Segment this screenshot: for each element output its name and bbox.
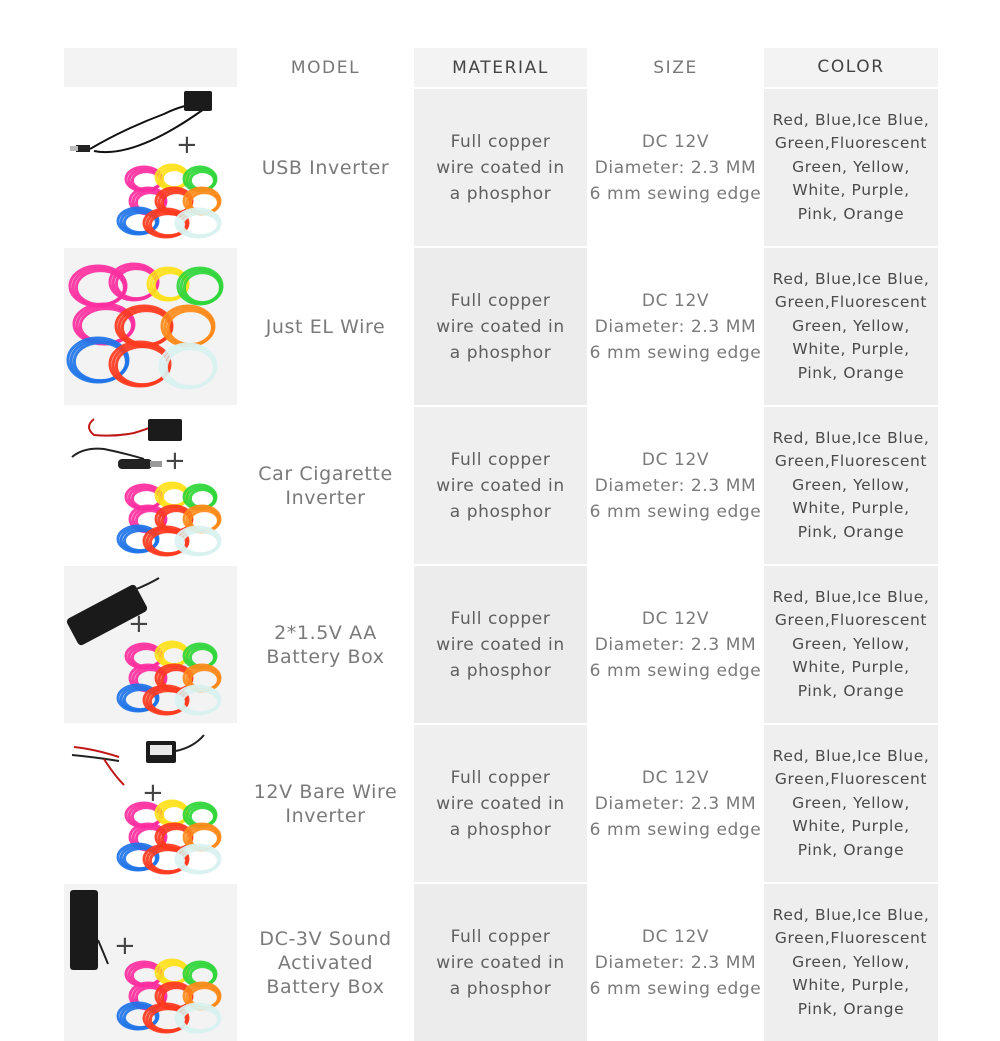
color-list: Red, Blue,Ice Blue, Green,Fluorescent Green, Yellow, White, Purple, Pink, Orange	[764, 89, 938, 246]
header-image-cell	[64, 48, 237, 87]
table-row	[64, 564, 938, 723]
product-image	[64, 884, 237, 1041]
model-name: Car Cigarette Inverter	[237, 407, 414, 564]
header-size: SIZE	[587, 48, 764, 87]
table-row	[64, 246, 938, 405]
table-row	[64, 87, 938, 246]
el-wire-coil	[184, 273, 220, 303]
el-wire-coils-icon	[118, 165, 220, 237]
el-wire-coils-icon	[118, 801, 220, 873]
model-name: DC-3V Sound Activated Battery Box	[237, 884, 414, 1041]
product-image	[64, 407, 237, 564]
svg-text:+: +	[142, 778, 165, 808]
size-text: DC 12V Diameter: 2.3 MM 6 mm sewing edge	[587, 248, 764, 405]
model-name: 2*1.5V AA Battery Box	[237, 566, 414, 723]
size-text: DC 12V Diameter: 2.3 MM 6 mm sewing edge	[587, 725, 764, 882]
product-comparison-table	[64, 48, 938, 1041]
table-row	[64, 405, 938, 564]
el-wire-coils-icon	[64, 248, 237, 405]
product-image	[64, 725, 237, 882]
material-text: Full copper wire coated in a phosphor	[414, 884, 587, 1041]
el-wire-coils-icon	[118, 642, 220, 714]
material-text: Full copper wire coated in a phosphor	[414, 407, 587, 564]
color-list: Red, Blue,Ice Blue, Green,Fluorescent Green, Yellow, White, Purple, Pink, Orange	[764, 407, 938, 564]
table-row	[64, 882, 938, 1041]
el-wire-coils-icon	[118, 483, 220, 555]
material-text: Full copper wire coated in a phosphor	[414, 725, 587, 882]
product-image	[64, 248, 237, 405]
header-color: COLOR	[764, 48, 938, 87]
size-text: DC 12V Diameter: 2.3 MM 6 mm sewing edge	[587, 89, 764, 246]
header-model: MODEL	[237, 48, 414, 87]
model-name: 12V Bare Wire Inverter	[237, 725, 414, 882]
el-wire-coils-icon	[118, 960, 220, 1032]
svg-text:+: +	[164, 446, 187, 476]
size-text: DC 12V Diameter: 2.3 MM 6 mm sewing edge	[587, 407, 764, 564]
size-text: DC 12V Diameter: 2.3 MM 6 mm sewing edge	[587, 884, 764, 1041]
color-list: Red, Blue,Ice Blue, Green,Fluorescent Green, Yellow, White, Purple, Pink, Orange	[764, 725, 938, 882]
material-text: Full copper wire coated in a phosphor	[414, 89, 587, 246]
svg-text:+: +	[176, 130, 199, 160]
color-list: Red, Blue,Ice Blue, Green,Fluorescent Green, Yellow, White, Purple, Pink, Orange	[764, 566, 938, 723]
table-row	[64, 723, 938, 882]
table-header-row	[64, 48, 938, 87]
svg-text:+: +	[128, 609, 151, 639]
size-text: DC 12V Diameter: 2.3 MM 6 mm sewing edge	[587, 566, 764, 723]
svg-text:+: +	[114, 931, 137, 961]
product-image	[64, 566, 237, 723]
usb-inverter-with-el-wire-icon	[64, 89, 237, 246]
product-image	[64, 89, 237, 246]
material-text: Full copper wire coated in a phosphor	[414, 566, 587, 723]
header-material: MATERIAL	[414, 48, 587, 87]
aa-battery-box-with-el-wire-icon	[64, 566, 237, 723]
bare-wire-inverter-with-el-wire-icon	[64, 725, 237, 882]
el-wire-coil	[166, 349, 214, 387]
sound-activated-battery-box-with-el-wire-icon	[64, 884, 237, 1041]
material-text: Full copper wire coated in a phosphor	[414, 248, 587, 405]
el-wire-coil	[168, 311, 212, 345]
car-cigarette-inverter-with-el-wire-icon	[64, 407, 237, 564]
el-wire-coils-group	[68, 264, 222, 388]
color-list: Red, Blue,Ice Blue, Green,Fluorescent Green, Yellow, White, Purple, Pink, Orange	[764, 884, 938, 1041]
model-name: USB Inverter	[237, 89, 414, 246]
color-list: Red, Blue,Ice Blue, Green,Fluorescent Green, Yellow, White, Purple, Pink, Orange	[764, 248, 938, 405]
model-name: Just EL Wire	[237, 248, 414, 405]
